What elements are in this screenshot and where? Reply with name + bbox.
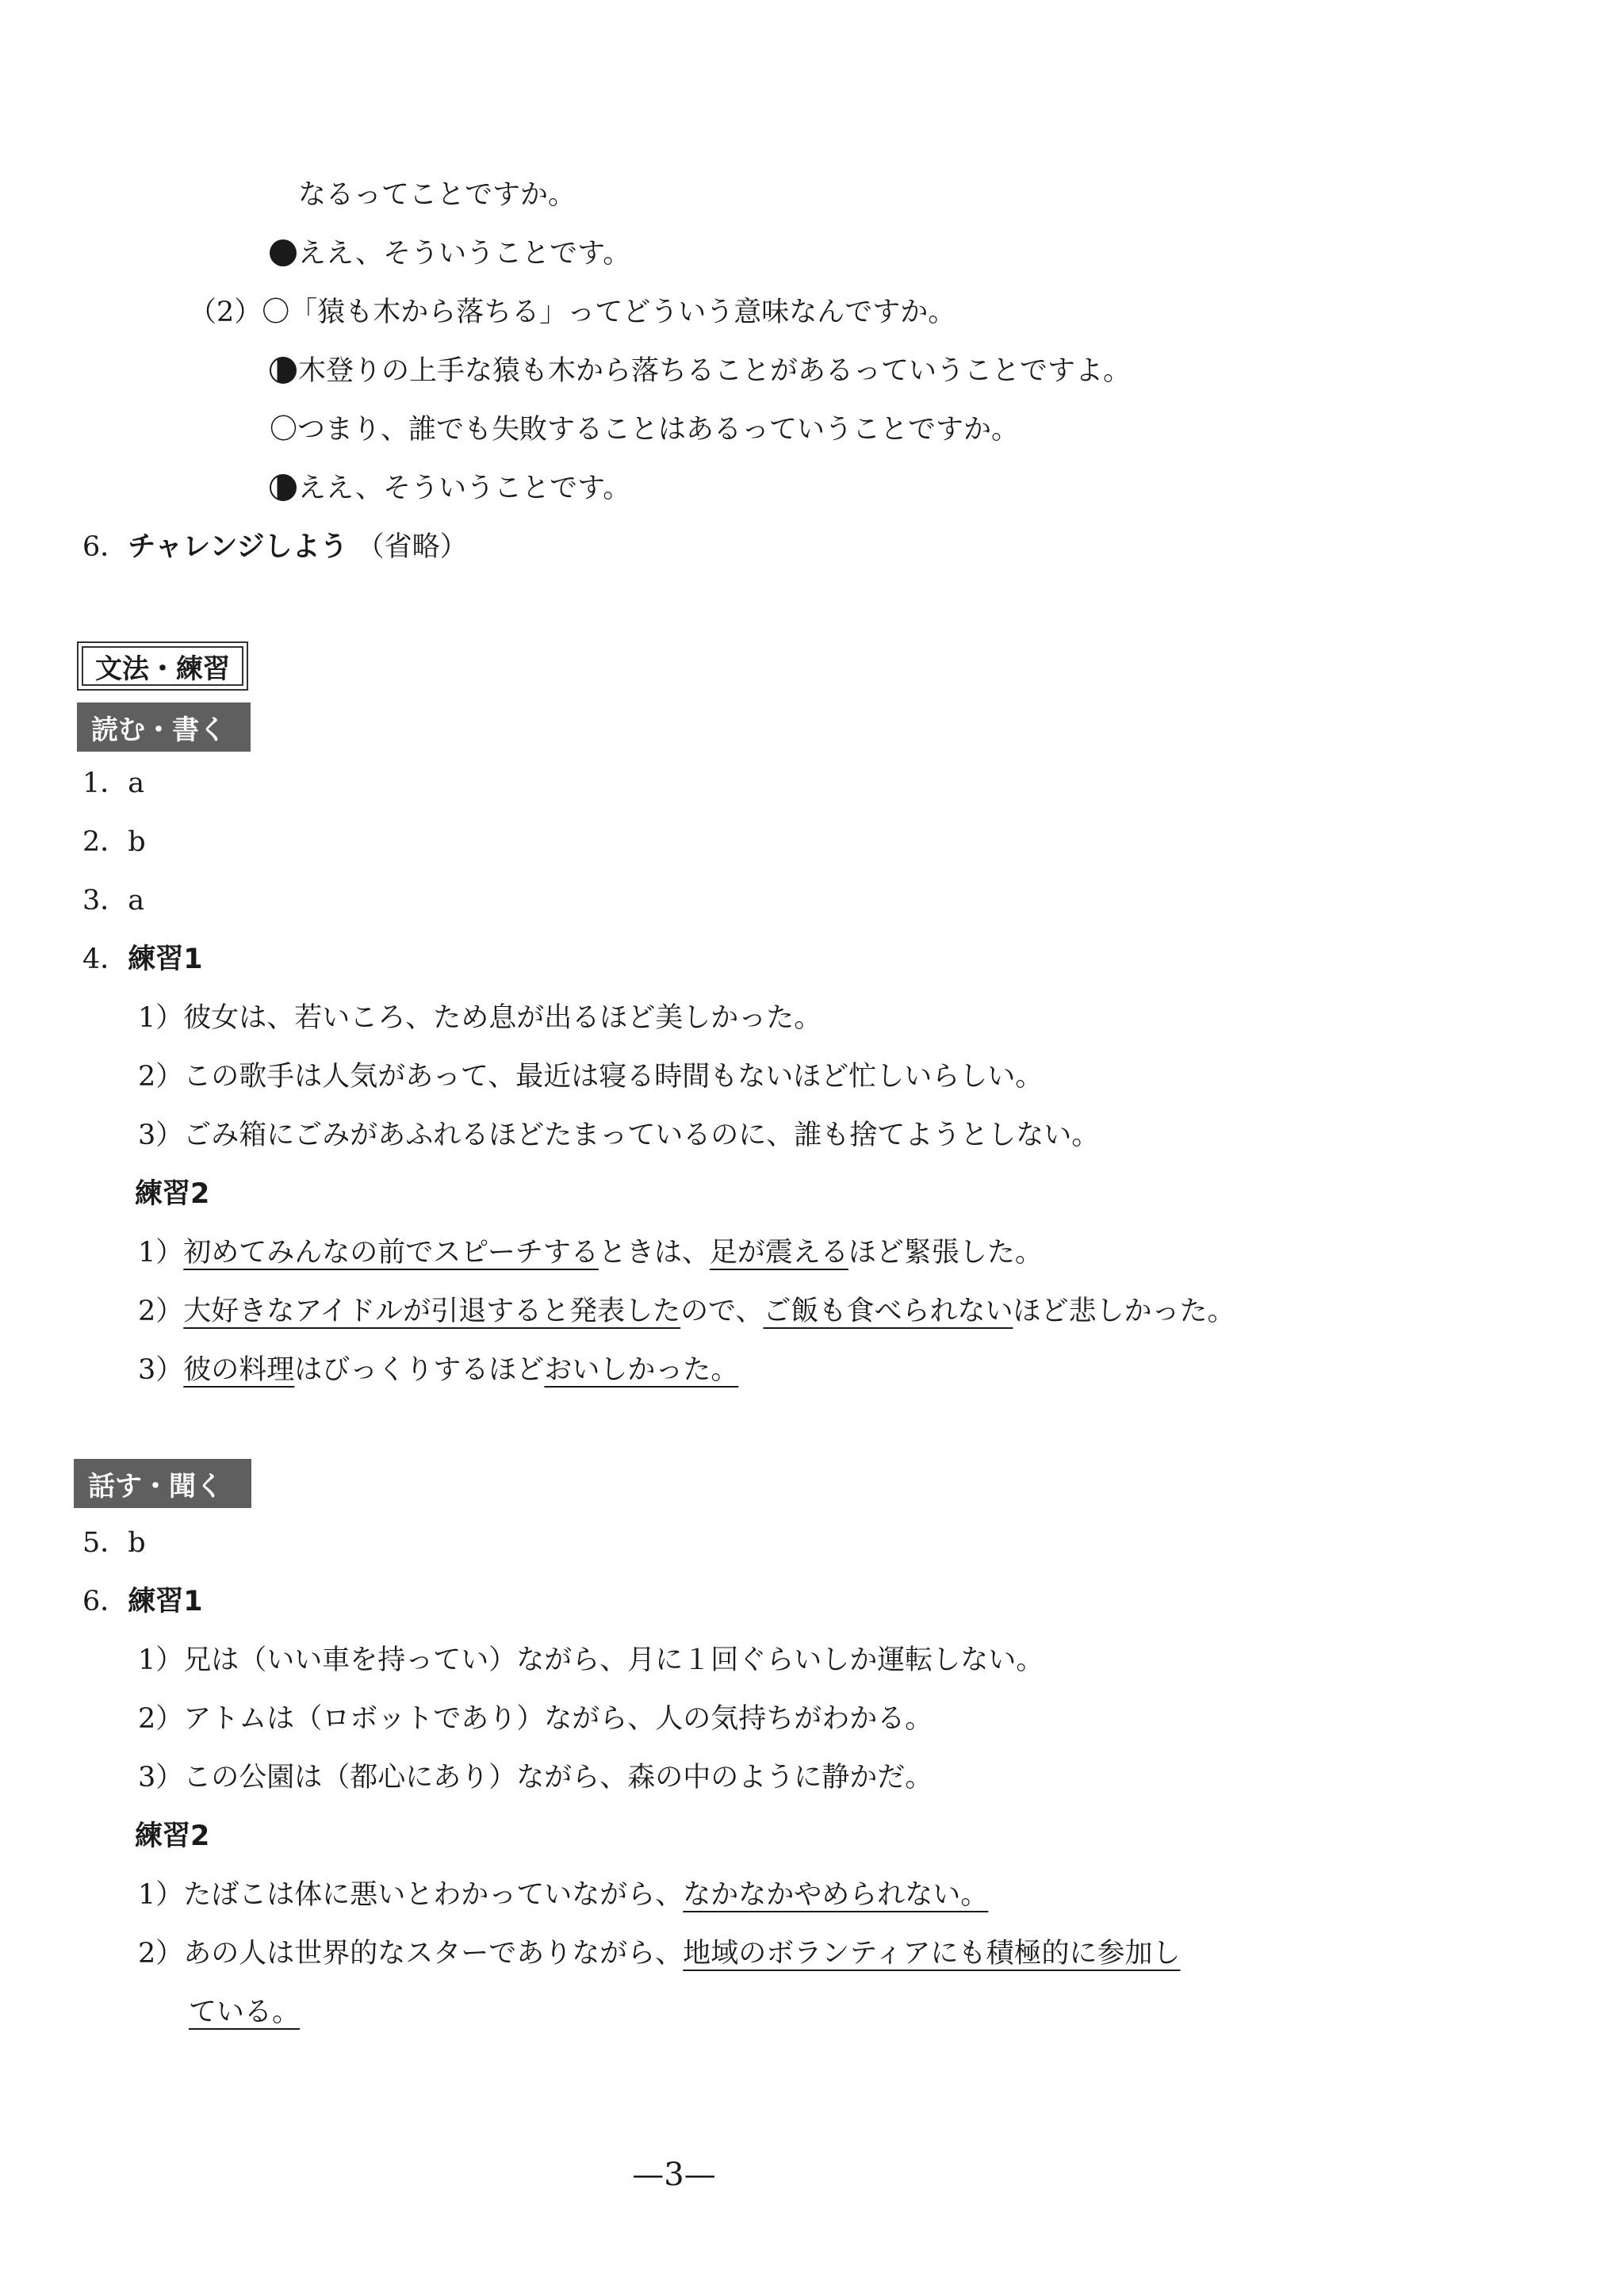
q6-practice-1-title: 練習1 bbox=[128, 1586, 203, 1617]
q4-p2-line-1-text-1: ときは、 bbox=[598, 1237, 710, 1269]
answer-1-number: 1． bbox=[82, 768, 128, 799]
q6-p2-line-2 bbox=[138, 1936, 1181, 1971]
cont-line-1: なるってことですか。 bbox=[298, 179, 576, 211]
dialogue-2-number: （2） bbox=[189, 297, 262, 328]
q6-p2-line-2-underline-2: ている。 bbox=[189, 1996, 301, 2028]
dialogue-2-answer-1-text: 木登りの上手な猿も木から落ちることがあるっていうことですよ。 bbox=[298, 355, 1132, 387]
q4-p2-line-2-underline-1: 大好きなアイドルが引退すると発表した bbox=[183, 1296, 681, 1327]
answer-3-number: 3． bbox=[82, 885, 128, 917]
q6-heading bbox=[82, 1584, 203, 1619]
q6-p2-line-2-number: 2） bbox=[138, 1938, 184, 1970]
q4-p2-line-3-number: 3） bbox=[138, 1354, 184, 1386]
page-number: —3— bbox=[632, 2157, 716, 2193]
answer-2 bbox=[82, 825, 146, 859]
q4-p2-line-1-underline-1: 初めてみんなの前でスピーチする bbox=[183, 1237, 599, 1269]
q4-p2-line-2-number: 2） bbox=[138, 1296, 184, 1327]
q6-p2-line-1-text-1: たばこは体に悪いとわかっていながら、 bbox=[183, 1879, 684, 1911]
answer-1 bbox=[82, 766, 144, 801]
section-header-read-write: 読む・書く bbox=[77, 702, 251, 752]
q6-practice-2-title: 練習2 bbox=[135, 1820, 210, 1852]
dialogue-2-question bbox=[189, 295, 956, 330]
q4-number: 4． bbox=[82, 944, 128, 975]
q6-p1-line-3: 3）この公園は（都心にあり）ながら、森の中のように静かだ。 bbox=[138, 1762, 933, 1793]
q4-p2-line-3-underline-2: おいしかった。 bbox=[544, 1354, 739, 1386]
cont-line-2-text: ええ、そういうことです。 bbox=[298, 238, 631, 270]
challenge-title: チャレンジしよう bbox=[128, 531, 348, 563]
q6-p2-line-1-number: 1） bbox=[138, 1879, 184, 1911]
answer-2-number: 2． bbox=[82, 826, 128, 858]
q4-p2-line-1-underline-2: 足が震える bbox=[709, 1237, 848, 1269]
answer-5 bbox=[82, 1525, 146, 1560]
q6-p2-line-2-underline-1: 地域のボランティアにも積極的に参加し bbox=[683, 1938, 1181, 1970]
dialogue-2-question-2: 〇つまり、誰でも失敗することはあるっていうことですか。 bbox=[270, 414, 1020, 446]
q4-p1-line-2: 2）この歌手は人気があって、最近は寝る時間もないほど忙しいらしい。 bbox=[138, 1061, 1044, 1093]
q4-p2-line-2-underline-2: ご飯も食べられない bbox=[763, 1296, 1013, 1327]
cont-line-2 bbox=[270, 236, 630, 271]
answer-2-value: b bbox=[128, 826, 146, 858]
answer-5-value: b bbox=[128, 1527, 146, 1559]
q4-p1-line-3: 3）ごみ箱にごみがあふれるほどたまっているのに、誰も捨てようとしない。 bbox=[138, 1120, 1100, 1151]
q6-p2-line-2-text-1: あの人は世界的なスターでありながら、 bbox=[183, 1938, 684, 1970]
section-box-grammar-practice: 文法・練習 bbox=[77, 641, 248, 691]
dialogue-2-answer-2-text: ええ、そういうことです。 bbox=[298, 473, 631, 504]
q4-p2-line-1-text-2: ほど緊張した。 bbox=[848, 1237, 1043, 1269]
answer-1-value: a bbox=[128, 768, 145, 799]
q4-p2-line-2-text-2: ほど悲しかった。 bbox=[1013, 1296, 1235, 1327]
q6-p1-line-2: 2）アトムは（ロボットであり）ながら、人の気持ちがわかる。 bbox=[138, 1703, 933, 1735]
q6-p2-line-1 bbox=[138, 1878, 988, 1912]
answer-3 bbox=[82, 883, 144, 918]
q4-p2-line-3-text-1: はびっくりするほど bbox=[294, 1354, 545, 1386]
q4-practice-1-title: 練習1 bbox=[128, 944, 203, 975]
dialogue-2-answer-1 bbox=[270, 354, 1131, 389]
q4-p2-line-3-underline-1: 彼の料理 bbox=[183, 1354, 295, 1386]
dialogue-2-answer-2 bbox=[270, 471, 630, 506]
section-header-speak-listen: 話す・聞く bbox=[74, 1459, 251, 1508]
half-filled-circle-icon bbox=[270, 474, 297, 501]
q4-p2-line-1 bbox=[138, 1235, 1043, 1270]
answer-3-value: a bbox=[128, 885, 145, 917]
q4-p2-line-2 bbox=[138, 1294, 1235, 1329]
q4-practice-2-title: 練習2 bbox=[135, 1178, 210, 1210]
q4-p2-line-3 bbox=[138, 1353, 738, 1388]
q6-number: 6． bbox=[82, 1586, 128, 1617]
q6-p2-line-2-continuation bbox=[189, 1995, 300, 2030]
q4-heading bbox=[82, 942, 203, 977]
q4-p2-line-2-text-1: ので、 bbox=[680, 1296, 764, 1327]
challenge-heading bbox=[82, 530, 468, 565]
answer-5-number: 5． bbox=[82, 1527, 128, 1559]
filled-circle-icon bbox=[270, 239, 297, 266]
q6-p1-line-1: 1）兄は（いい車を持ってい）ながら、月に１回ぐらいしか運転しない。 bbox=[138, 1644, 1044, 1676]
q6-p2-line-1-underline-1: なかなかやめられない。 bbox=[683, 1879, 989, 1911]
q4-p2-line-1-number: 1） bbox=[138, 1237, 184, 1269]
half-filled-circle-icon bbox=[270, 357, 297, 384]
dialogue-2-question-text: 〇「猿も木から落ちる」ってどういう意味なんですか。 bbox=[262, 297, 956, 328]
challenge-number: 6． bbox=[82, 531, 128, 563]
q4-p1-line-1: 1）彼女は、若いころ、ため息が出るほど美しかった。 bbox=[138, 1002, 822, 1034]
challenge-note: （省略） bbox=[356, 531, 468, 563]
